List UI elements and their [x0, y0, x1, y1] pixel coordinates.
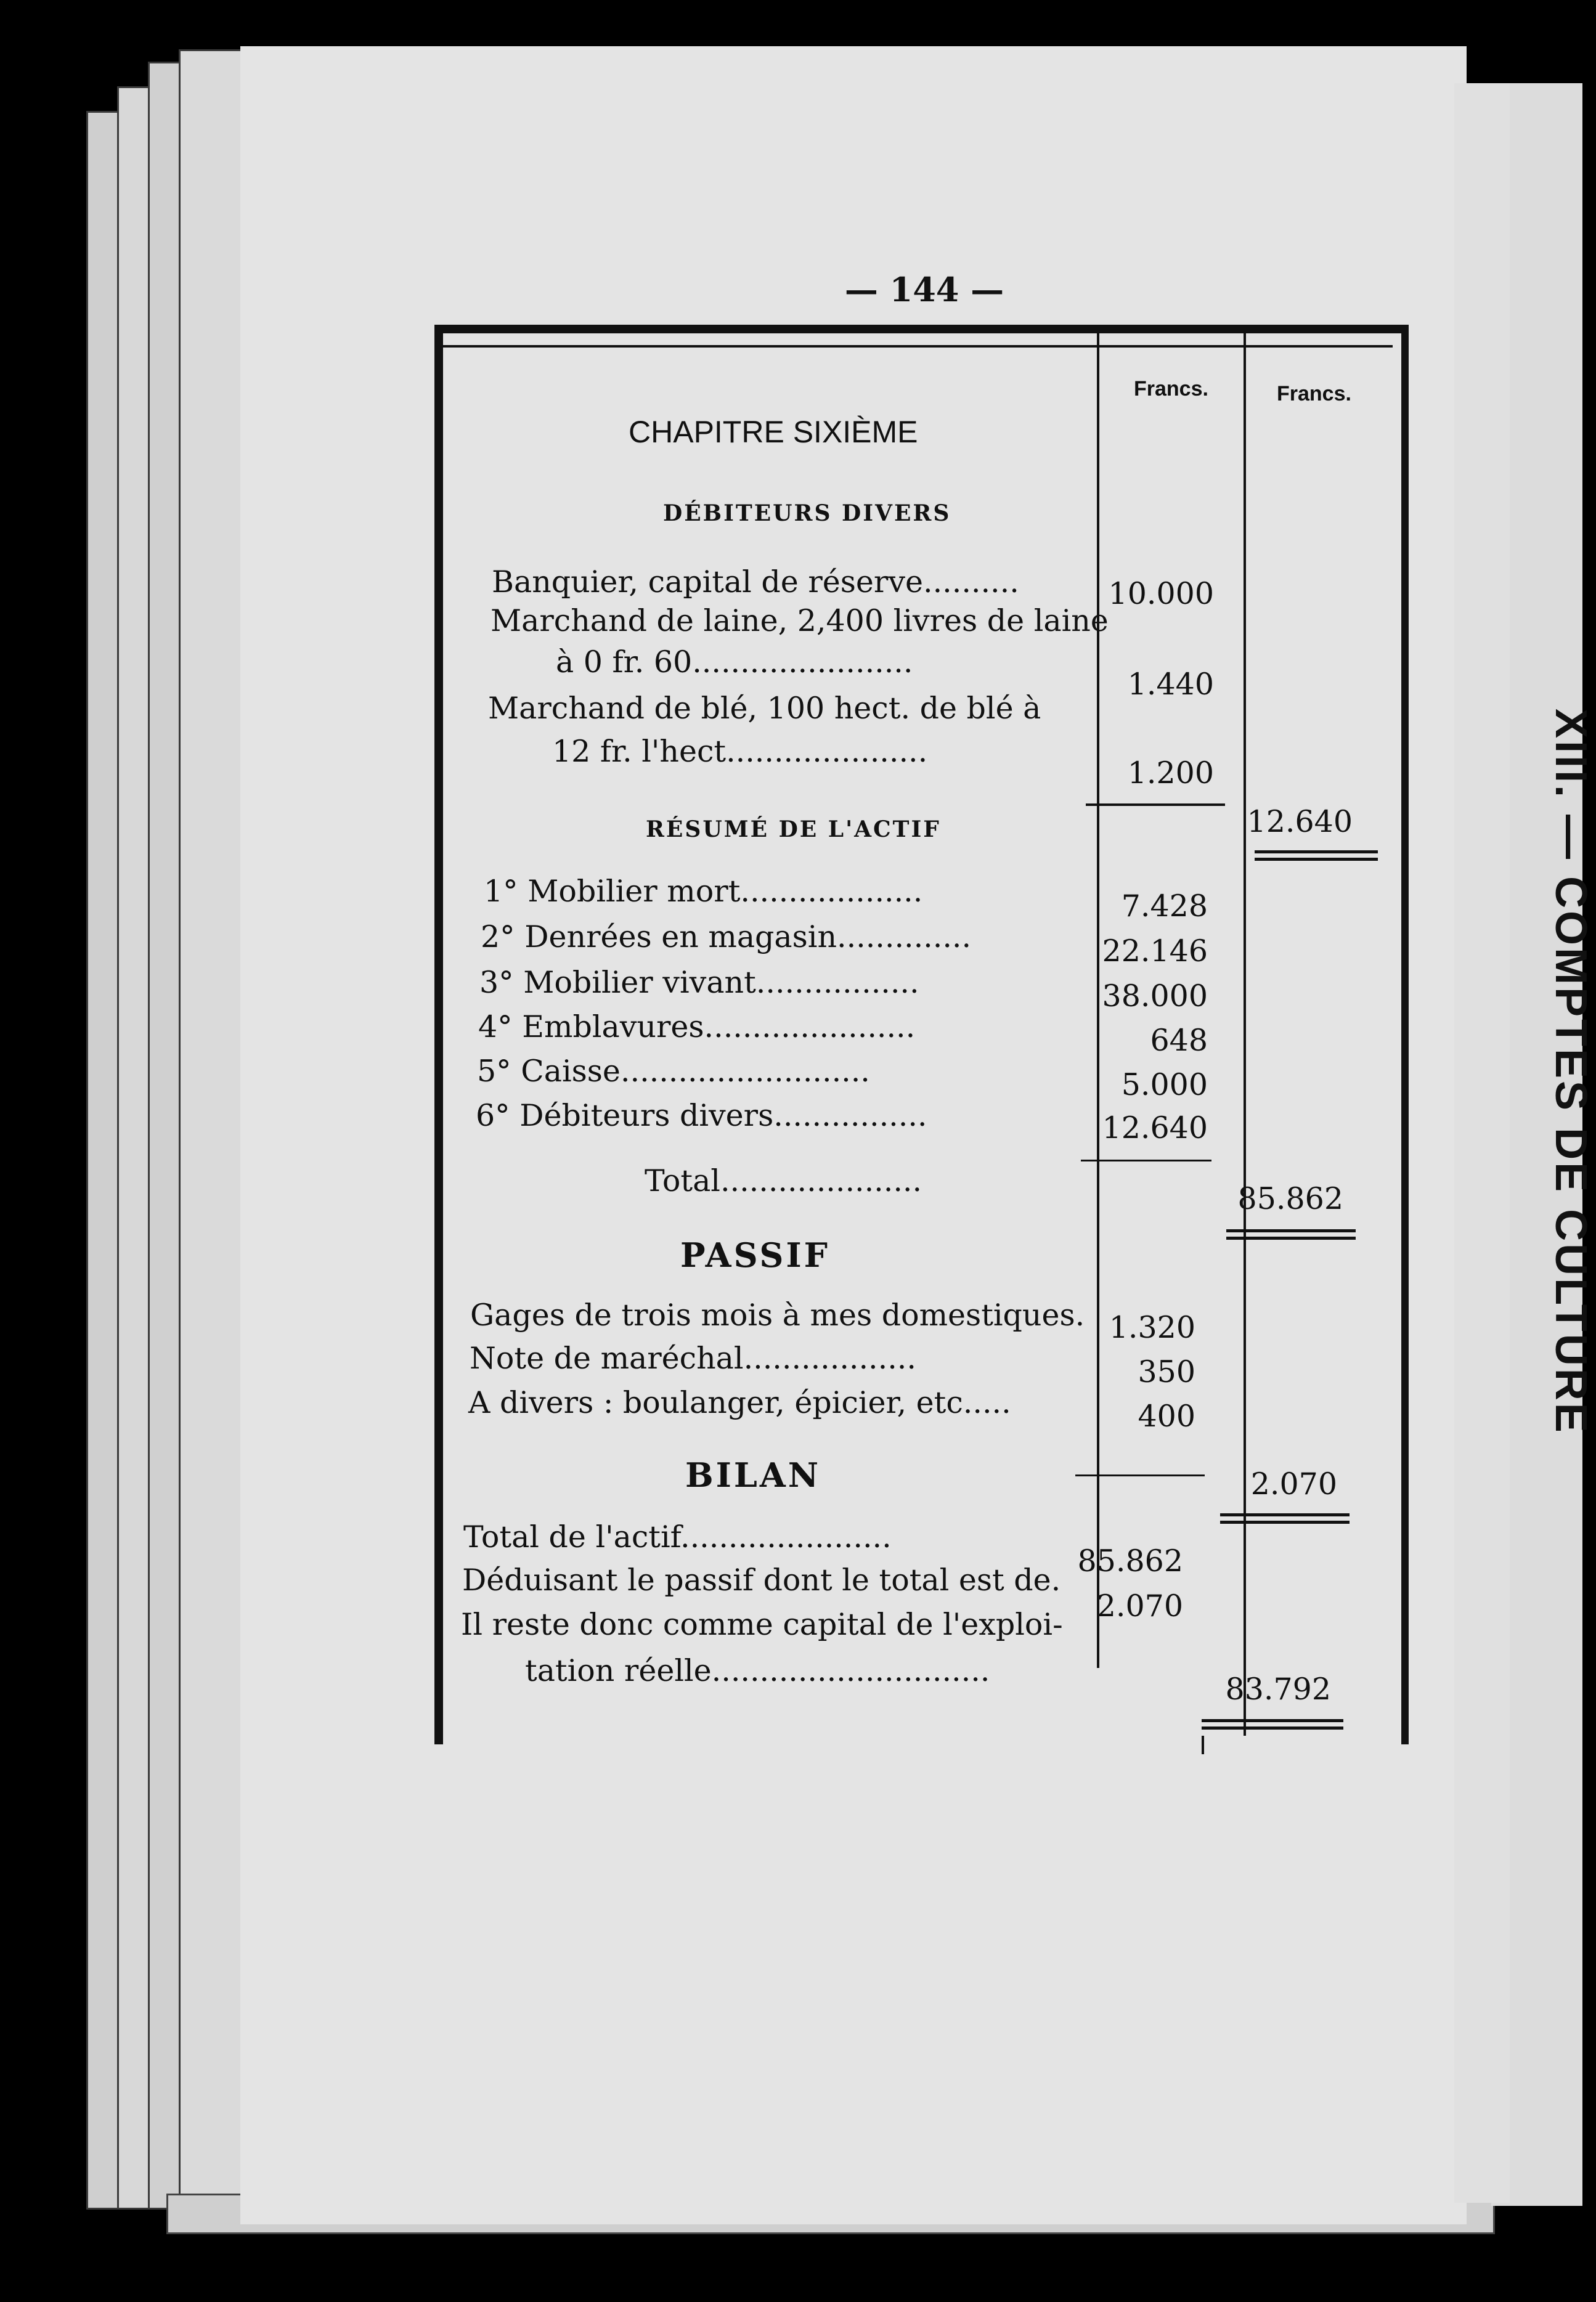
- debiteurs-line-banquier: Banquier, capital de réserve..........: [492, 564, 1019, 600]
- resume-item: 5° Caisse..........................: [477, 1054, 870, 1089]
- passif-item: Note de maréchal..................: [470, 1341, 916, 1376]
- section-heading-debiteurs: DÉBITEURS DIVERS: [663, 500, 951, 526]
- facing-page-title: XIII. — COMPTES DE CULTURE: [1546, 709, 1595, 1435]
- bilan-value-passif: 2.070: [1096, 1588, 1183, 1624]
- section-heading-bilan: BILAN: [685, 1455, 821, 1495]
- debiteurs-total: 12.640: [1247, 804, 1353, 839]
- bilan-total: 83.792: [1225, 1672, 1331, 1707]
- resume-item-value: 5.000: [1121, 1067, 1208, 1102]
- bilan-value-actif: 85.862: [1077, 1543, 1183, 1579]
- subtotal-rule: [1081, 1160, 1211, 1161]
- debiteurs-value-ble: 1.200: [1127, 755, 1214, 791]
- resume-item-value: 648: [1150, 1023, 1208, 1058]
- chapter-title: CHAPITRE SIXIÈME: [629, 415, 918, 449]
- total-double-rule: [1226, 1229, 1356, 1232]
- total-double-rule: [1255, 850, 1378, 853]
- resume-item: 2° Denrées en magasin..............: [481, 919, 972, 954]
- passif-item-value: 400: [1138, 1399, 1195, 1434]
- section-heading-passif: PASSIF: [680, 1235, 830, 1275]
- page-number: — 144 —: [844, 270, 1004, 309]
- resume-total-label: Total.....................: [645, 1163, 922, 1198]
- resume-item-value: 7.428: [1121, 889, 1208, 924]
- resume-item: 3° Mobilier vivant.................: [479, 965, 919, 1000]
- total-double-rule: [1226, 1237, 1356, 1240]
- bilan-line-actif: Total de l'actif......................: [463, 1519, 892, 1555]
- resume-item-value: 38.000: [1102, 978, 1208, 1014]
- debiteurs-line-ble-cont: 12 fr. l'hect.....................: [552, 734, 928, 769]
- passif-item-value: 350: [1138, 1354, 1195, 1389]
- total-double-rule: [1255, 858, 1378, 861]
- resume-item: 1° Mobilier mort...................: [484, 874, 923, 909]
- passif-item: A divers : boulanger, épicier, etc.....: [468, 1385, 1011, 1420]
- subtotal-rule: [1075, 1474, 1205, 1476]
- total-double-rule: [1220, 1521, 1350, 1524]
- debiteurs-value-laine: 1.440: [1127, 667, 1214, 702]
- debiteurs-line-laine: Marchand de laine, 2,400 livres de laine: [491, 603, 1109, 638]
- subtotal-rule: [1086, 803, 1225, 806]
- total-double-rule: [1202, 1719, 1343, 1722]
- page-torn-edge: [1454, 83, 1510, 2203]
- column-header-francs-1: Francs.: [1134, 377, 1208, 401]
- passif-item: Gages de trois mois à mes domestiques.: [470, 1298, 1085, 1333]
- debiteurs-line-laine-cont: à 0 fr. 60.......................: [556, 645, 913, 680]
- total-double-rule: [1202, 1726, 1343, 1730]
- passif-total: 2.070: [1250, 1466, 1337, 1502]
- bilan-line-passif: Déduisant le passif dont le total est de.: [462, 1563, 1061, 1598]
- debiteurs-value-banquier: 10.000: [1108, 576, 1214, 611]
- resume-item: 6° Débiteurs divers................: [476, 1098, 927, 1133]
- total-double-rule: [1220, 1513, 1350, 1516]
- resume-item: 4° Emblavures......................: [478, 1009, 916, 1044]
- table-inner-top-rule: [434, 345, 1393, 348]
- resume-item-value: 22.146: [1102, 933, 1208, 969]
- bilan-line-reste: Il reste donc comme capital de l'exploi-: [461, 1607, 1063, 1642]
- section-heading-resume: RÉSUMÉ DE L'ACTIF: [646, 816, 941, 842]
- column-header-francs-2: Francs.: [1277, 382, 1351, 405]
- resume-item-value: 12.640: [1102, 1110, 1208, 1145]
- column-divider: [1244, 325, 1246, 1736]
- bilan-line-reste-cont: tation réelle.............................: [525, 1653, 990, 1688]
- debiteurs-line-ble: Marchand de blé, 100 hect. de blé à: [488, 691, 1041, 726]
- column-divider-tail: [1202, 1736, 1204, 1754]
- passif-item-value: 1.320: [1109, 1310, 1195, 1345]
- resume-total: 85.862: [1237, 1181, 1343, 1216]
